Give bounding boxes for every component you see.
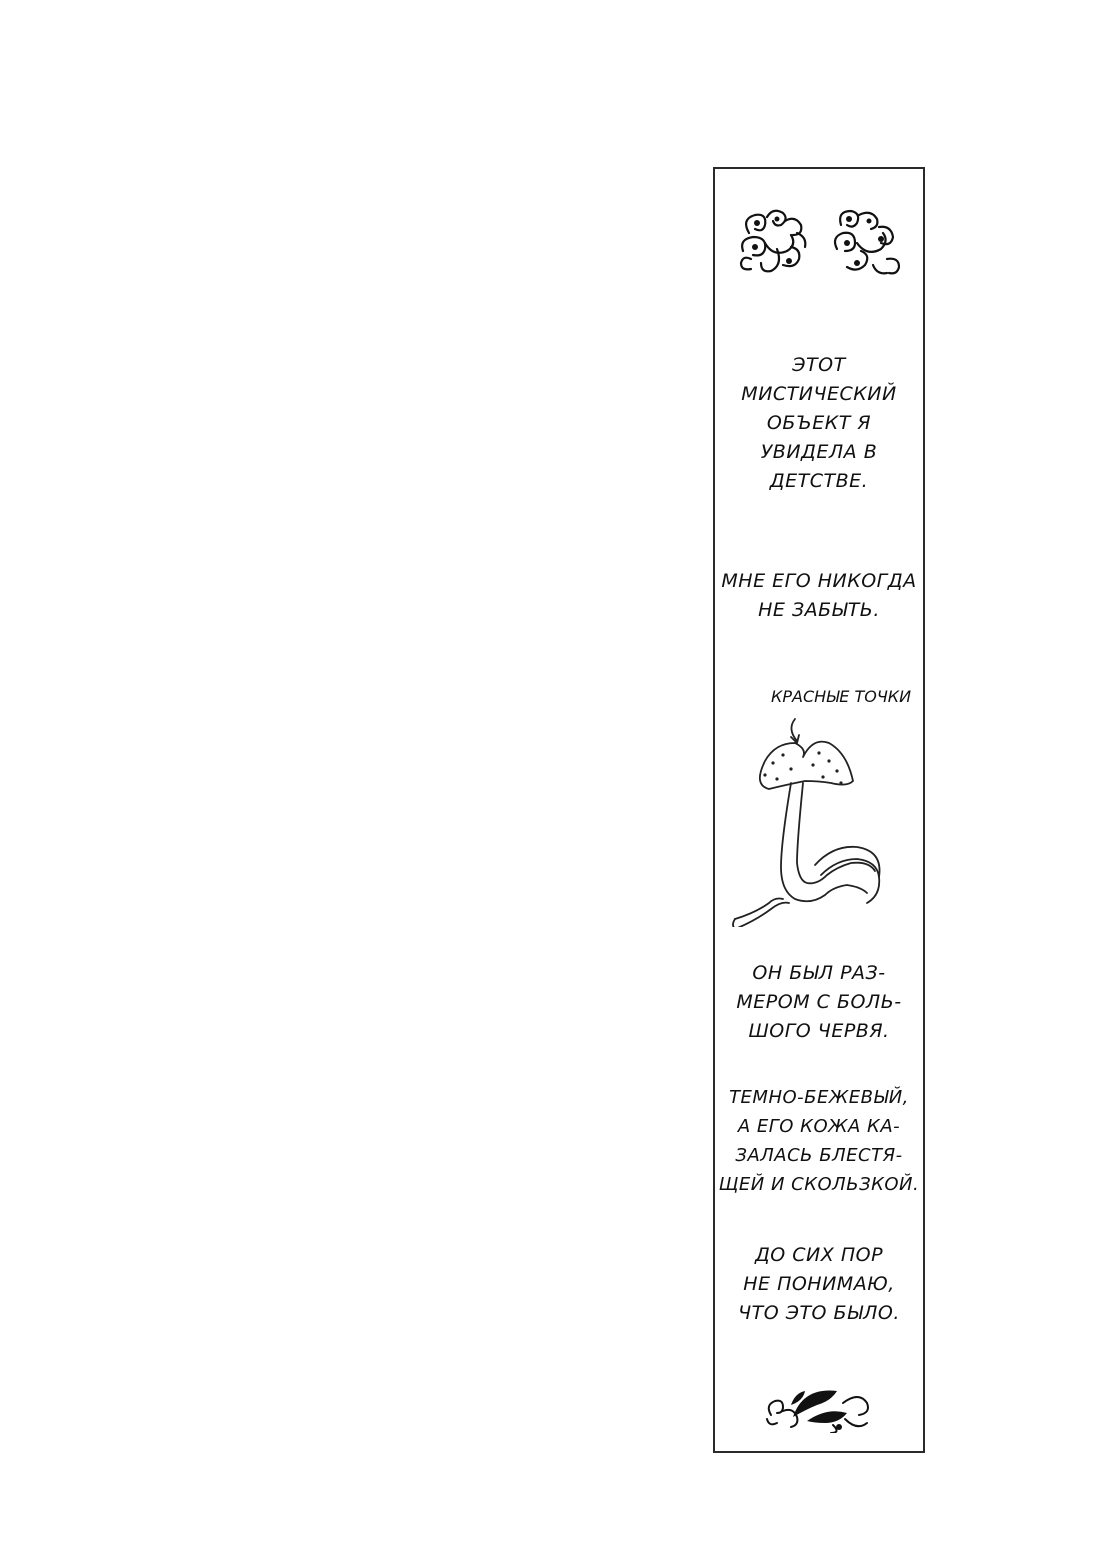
mushroom-worm-drawing — [729, 717, 899, 927]
paragraph-unknown — [715, 1241, 923, 1328]
flourish-ornament-icon — [737, 203, 907, 283]
text-line: НЕ ЗАБЫТЬ. — [758, 599, 880, 621]
text-line: МЕРОМ С БОЛЬ- — [736, 991, 902, 1013]
text-line: ОН БЫЛ РАЗ- — [752, 962, 886, 984]
text-line: ДЕТСТВЕ. — [769, 470, 869, 492]
text-line: НЕ ПОНИМАЮ, — [743, 1273, 895, 1295]
paragraph-never-forget — [715, 567, 923, 625]
text-line: УВИДЕЛА В — [760, 441, 878, 463]
text-line: МНЕ ЕГО НИКОГДА — [721, 570, 917, 592]
illustration-label: КРАСНЫЕ ТОЧКИ — [771, 687, 912, 706]
paragraph-intro — [715, 351, 923, 496]
text-line: ЗАЛАСЬ БЛЕСТЯ- — [735, 1145, 903, 1166]
text-panel — [713, 167, 925, 1453]
text-line: ТЕМНО-БЕЖЕВЫЙ, — [729, 1087, 909, 1108]
leaf-scroll-ornament-icon — [763, 1381, 875, 1433]
paragraph-color — [715, 1083, 923, 1199]
paragraph-size — [715, 959, 923, 1046]
text-line: ЧТО ЭТО БЫЛО. — [738, 1302, 900, 1324]
text-line: ОБЪЕКТ Я — [766, 412, 872, 434]
text-line: А ЕГО КОЖА КА- — [737, 1116, 901, 1137]
text-line: ШОГО ЧЕРВЯ. — [748, 1020, 890, 1042]
text-line: ЭТОТ — [792, 354, 846, 376]
text-line: МИСТИЧЕСКИЙ — [741, 383, 897, 405]
text-line: ДО СИХ ПОР — [754, 1244, 884, 1266]
text-line: ЩЕЙ И СКОЛЬЗКОЙ. — [718, 1174, 920, 1195]
